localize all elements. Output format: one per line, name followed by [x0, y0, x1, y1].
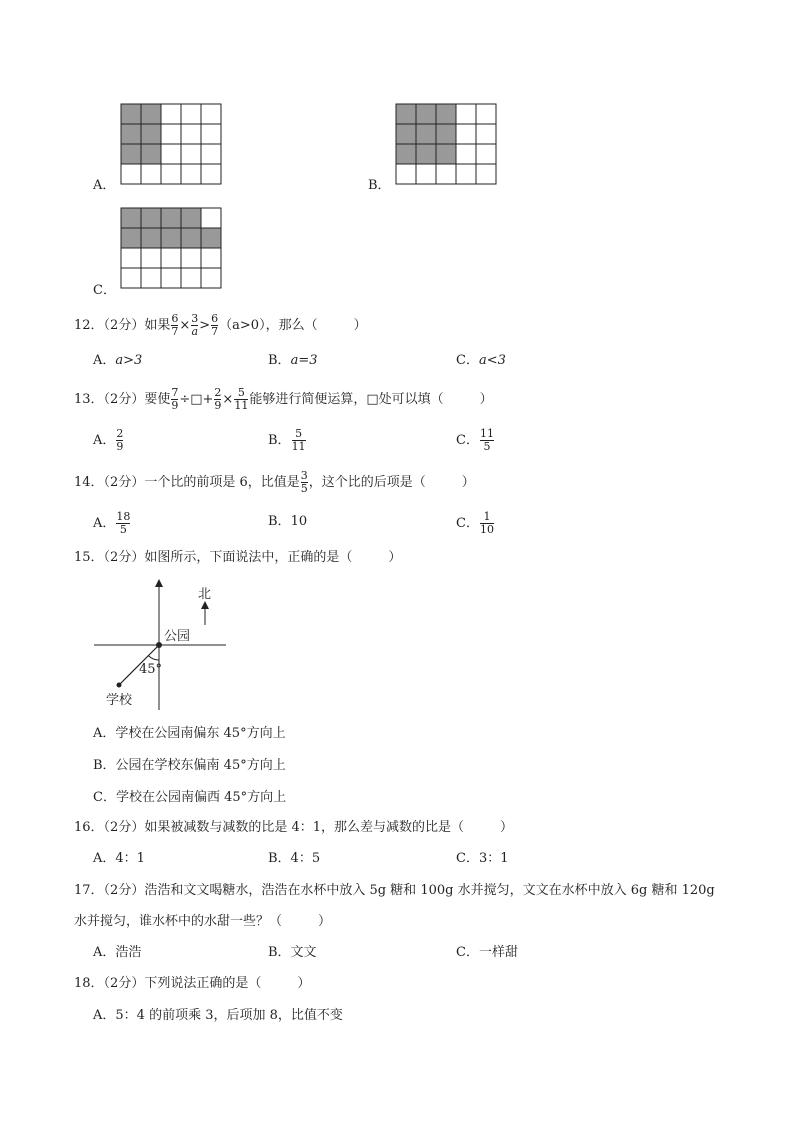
empty-cell	[181, 248, 201, 268]
park-label: 公园	[164, 629, 191, 644]
empty-cell	[201, 208, 221, 228]
empty-cell	[141, 268, 161, 288]
shaded-cell	[161, 228, 181, 248]
shaded-cell	[121, 124, 141, 144]
empty-cell	[141, 164, 161, 184]
shaded-cell	[436, 104, 456, 124]
empty-cell	[181, 164, 201, 184]
empty-cell	[121, 164, 141, 184]
question-16: 16．（2分）如果被减数与减数的比是 4：1，那么差与减数的比是（ ）	[74, 820, 514, 835]
grid-option-c	[120, 207, 222, 289]
empty-cell	[436, 164, 456, 184]
q13-option-a[interactable]: A． $\frac{2}{9}$	[93, 427, 124, 453]
shaded-cell	[416, 104, 436, 124]
empty-cell	[201, 144, 221, 164]
question-12: 12．（2分）如果 $\frac{6}{7}$ × $\frac{3}{a}$ > $\frac{6}{7}$ （a>0），那么（ ）	[74, 312, 367, 338]
shaded-cell	[141, 208, 161, 228]
q14-option-b[interactable]: B．10	[268, 514, 308, 529]
shaded-cell	[121, 104, 141, 124]
school-label: 学校	[106, 693, 133, 708]
q16-option-c[interactable]: C．3：1	[456, 851, 509, 866]
q13-option-b[interactable]: B． $\frac{5}{11}$	[268, 427, 306, 453]
empty-cell	[161, 248, 181, 268]
grid-option-c-label: C．	[93, 283, 116, 298]
question-15: 15．（2分）如图所示，下面说法中，正确的是（ ）	[74, 550, 402, 565]
empty-cell	[456, 124, 476, 144]
shaded-cell	[141, 104, 161, 124]
school-point	[117, 683, 122, 688]
shaded-cell	[436, 144, 456, 164]
q12-option-c[interactable]: C．a<3	[456, 353, 506, 368]
shaded-cell	[141, 144, 161, 164]
shaded-cell	[416, 124, 436, 144]
empty-cell	[181, 104, 201, 124]
empty-cell	[456, 164, 476, 184]
empty-cell	[121, 248, 141, 268]
q14-option-c[interactable]: C． $\frac{1}{10}$	[456, 510, 494, 536]
shaded-cell	[121, 208, 141, 228]
question-18: 18．（2分）下列说法正确的是（ ）	[74, 976, 311, 991]
q15-option-a[interactable]: A．学校在公园南偏东 45°方向上	[93, 726, 286, 741]
empty-cell	[181, 268, 201, 288]
empty-cell	[201, 164, 221, 184]
empty-cell	[456, 144, 476, 164]
shaded-cell	[121, 144, 141, 164]
q18-option-a[interactable]: A．5：4 的前项乘 3，后项加 8，比值不变	[93, 1008, 343, 1023]
north-label: 北	[198, 587, 212, 602]
park-point	[156, 642, 162, 648]
empty-cell	[201, 104, 221, 124]
empty-cell	[476, 124, 496, 144]
angle-label: 45°	[139, 662, 163, 677]
shaded-cell	[436, 124, 456, 144]
q17-option-b[interactable]: B．文文	[268, 945, 317, 960]
empty-cell	[416, 164, 436, 184]
grid-option-a	[120, 103, 222, 185]
shaded-cell	[396, 104, 416, 124]
q12-option-b[interactable]: B．a=3	[268, 353, 318, 368]
q17-option-c[interactable]: C．一样甜	[456, 945, 518, 960]
q15-option-c[interactable]: C．学校在公园南偏西 45°方向上	[93, 790, 287, 805]
empty-cell	[121, 268, 141, 288]
question-14: 14．（2分）一个比的前项是 6，比值是 $\frac{3}{5}$ ，这个比的后项是（ ）	[74, 469, 475, 495]
shaded-cell	[141, 228, 161, 248]
shaded-cell	[396, 124, 416, 144]
grid-option-b	[395, 103, 497, 185]
empty-cell	[476, 164, 496, 184]
q15-option-b[interactable]: B．公园在学校东偏南 45°方向上	[93, 758, 286, 773]
grid-option-a-label: A．	[93, 178, 116, 193]
shaded-cell	[181, 228, 201, 248]
shaded-cell	[121, 228, 141, 248]
empty-cell	[161, 144, 181, 164]
empty-cell	[456, 104, 476, 124]
q16-option-a[interactable]: A．4：1	[93, 851, 145, 866]
empty-cell	[161, 124, 181, 144]
shaded-cell	[141, 124, 161, 144]
shaded-cell	[201, 228, 221, 248]
empty-cell	[396, 164, 416, 184]
shaded-cell	[181, 208, 201, 228]
empty-cell	[201, 248, 221, 268]
q16-option-b[interactable]: B．4：5	[268, 851, 321, 866]
empty-cell	[161, 164, 181, 184]
question-13: 13．（2分）要使 $\frac{7}{9}$ ÷□+ $\frac{2}{9}$ × $\frac{5}{11}$ 能够进行简便运算，□处可以填（ ）	[74, 386, 493, 412]
angle-arc	[148, 656, 159, 660]
shaded-cell	[416, 144, 436, 164]
q13-option-c[interactable]: C． $\frac{11}{5}$	[456, 427, 494, 453]
empty-cell	[141, 248, 161, 268]
empty-cell	[476, 144, 496, 164]
grid-option-b-label: B．	[368, 178, 391, 193]
shaded-cell	[161, 208, 181, 228]
empty-cell	[161, 104, 181, 124]
empty-cell	[181, 124, 201, 144]
q14-option-a[interactable]: A． $\frac{18}{5}$	[93, 510, 131, 536]
empty-cell	[181, 144, 201, 164]
shaded-cell	[396, 144, 416, 164]
question-17: 17．（2分）浩浩和文文喝糖水，浩浩在水杯中放入 5g 糖和 100g 水并搅匀，文文在水杯中放入 6g 糖和 120g	[74, 883, 715, 898]
question-17-line-2: 水并搅匀，谁水杯中的水甜一些？（ ）	[74, 914, 332, 929]
q12-option-a[interactable]: A．a>3	[93, 353, 143, 368]
empty-cell	[161, 268, 181, 288]
empty-cell	[201, 124, 221, 144]
empty-cell	[201, 268, 221, 288]
q17-option-a[interactable]: A．浩浩	[93, 945, 142, 960]
empty-cell	[476, 104, 496, 124]
